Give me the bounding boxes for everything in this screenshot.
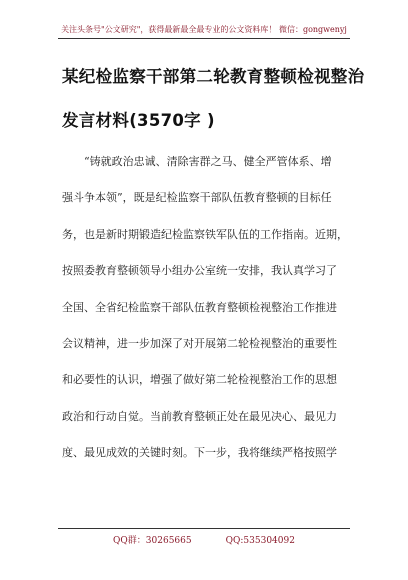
body-line: 强斗争本领”，既是纪检监察干部队伍教育整顿的目标任 [62,191,332,205]
header-divider [58,38,350,39]
footer-divider [58,528,350,529]
body-line: 政治和行动自觉。当前教育整顿正处在最见决心、最见力 [62,409,337,423]
document-title-line-1: 某纪检监察干部第二轮教育整顿检视整治 [62,67,365,86]
document-body [62,155,352,483]
body-line: 务，也是新时期锻造纪检监察铁军队伍的工作指南。近期， [62,227,348,241]
footer-qq-number: QQ:535304092 [225,536,295,546]
footer-qq-group: QQ群：30265665 [113,536,192,546]
document-title-line-2: 发言材料(3570字 ) [62,111,215,130]
body-line: 按照委教育整顿领导小组办公室统一安排，我认真学习了 [62,264,337,278]
body-line: 度、最见成效的关键时刻。下一步，我将继续严格按照学 [62,446,337,460]
body-line: “铸就政治忠诚、清除害群之马、健全严管体系、增 [62,155,332,168]
body-line: 会议精神，进一步加深了对开展第二轮检视整治的重要性 [62,336,337,350]
body-line: 和必要性的认识，增强了做好第二轮检视整治工作的思想 [62,373,337,387]
body-line: 全国、全省纪检监察干部队伍教育整顿检视整治工作推进 [62,300,337,314]
footer-contact [0,533,408,546]
header-note: 关注头条号"公文研究"，获得最新最全最专业的公文资料库！ 微信：gongwenyj [61,25,347,34]
